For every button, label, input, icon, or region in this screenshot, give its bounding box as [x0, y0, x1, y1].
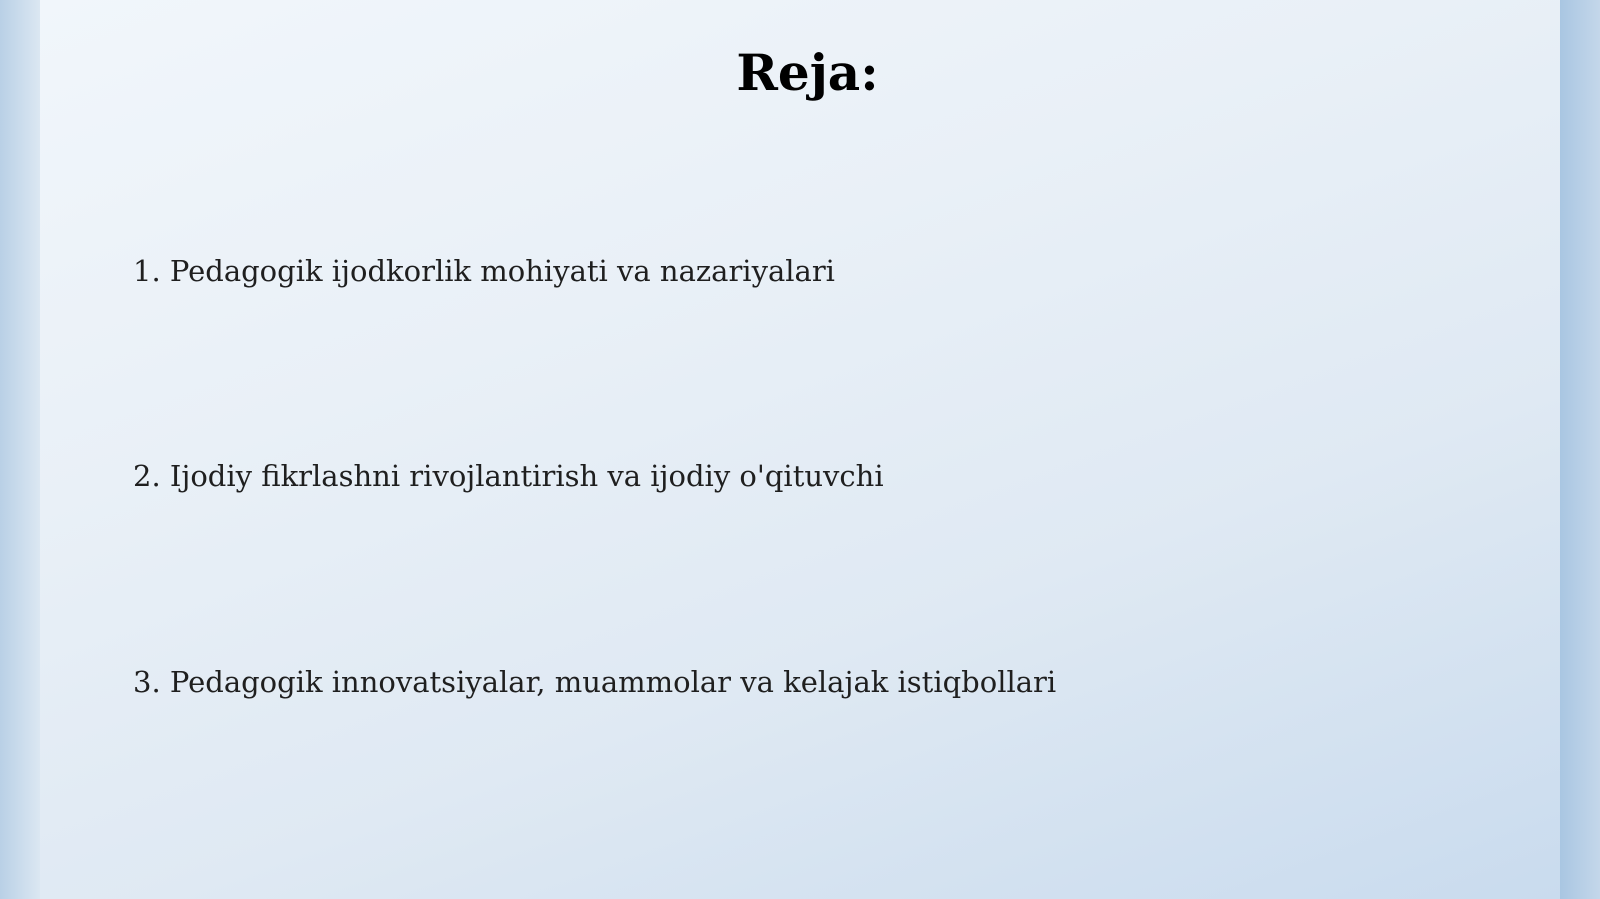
plan-item-1: 1. Pedagogik ijodkorlik mohiyati va nazariyalari	[133, 254, 835, 288]
slide	[40, 0, 1560, 899]
plan-item-2: 2. Ijodiy fikrlashni rivojlantirish va ijodiy o'qituvchi	[133, 459, 884, 493]
plan-item-3: 3. Pedagogik innovatsiyalar, muammolar va kelajak istiqbollari	[133, 665, 1057, 699]
slide-title: Reja:	[736, 43, 879, 102]
